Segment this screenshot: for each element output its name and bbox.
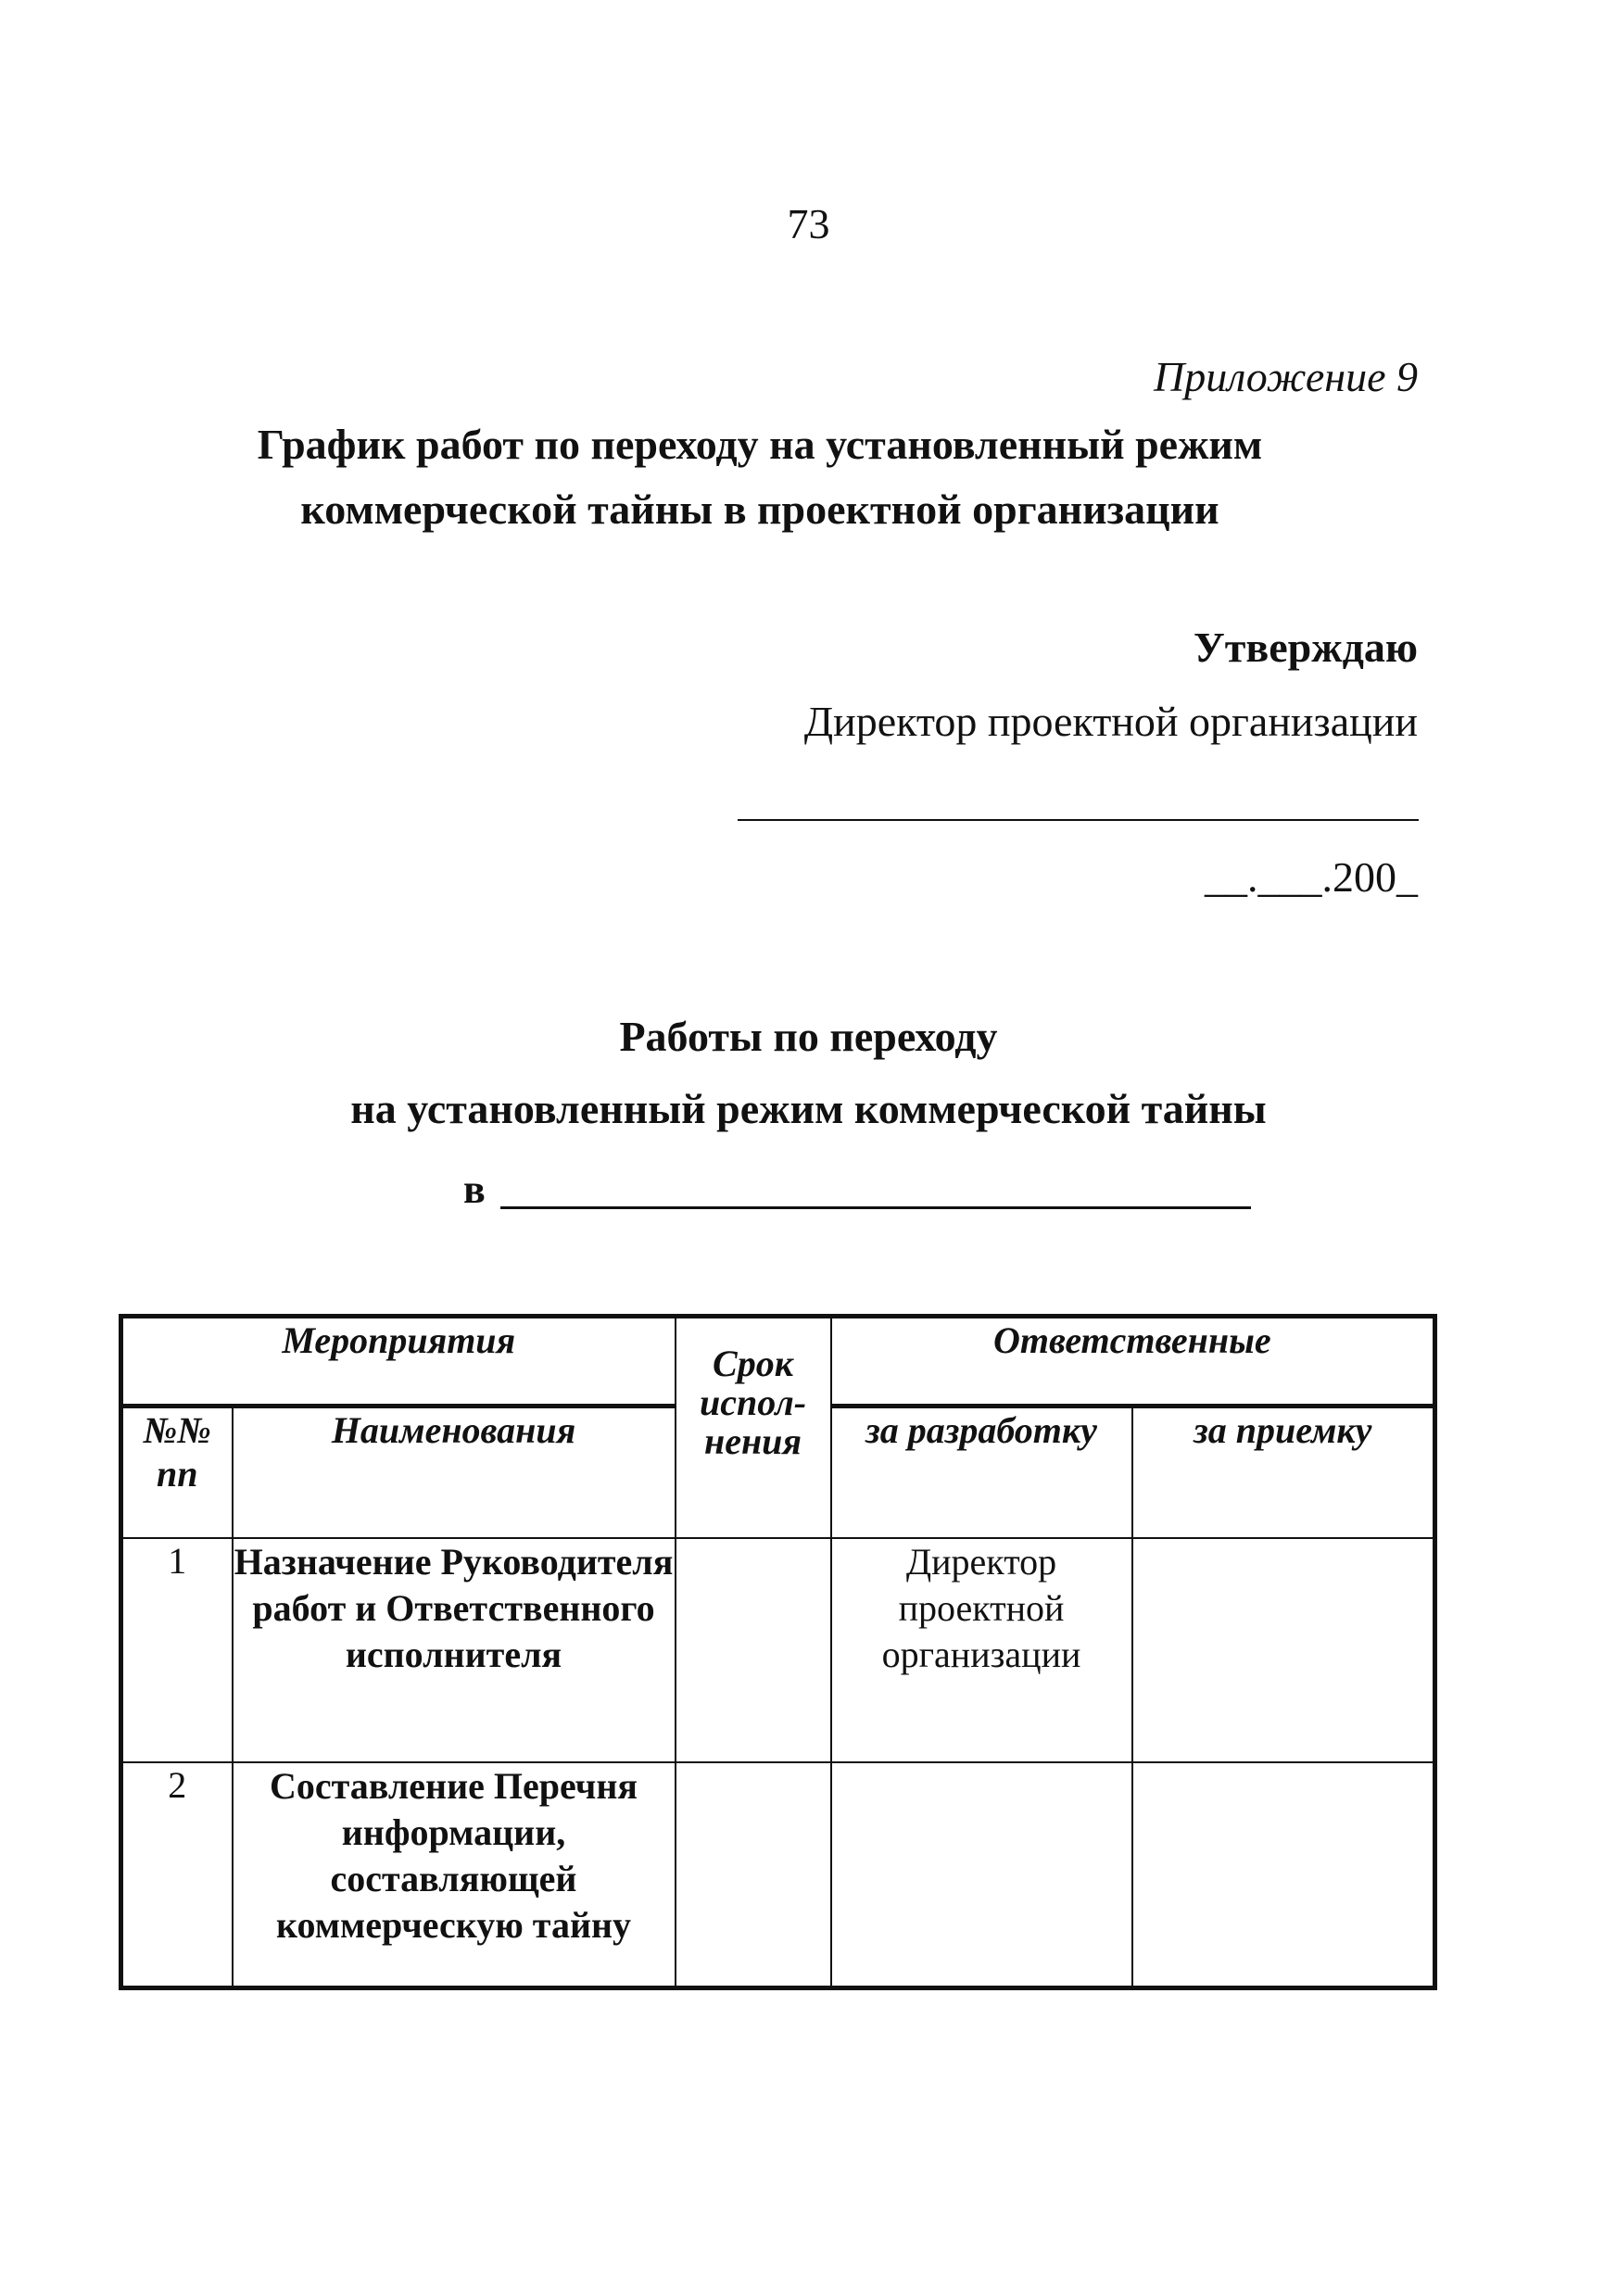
- header-for-acceptance: за приемку: [1132, 1407, 1435, 1538]
- row-for-development: [831, 1762, 1132, 1988]
- approver-position: Директор проектной организации: [803, 698, 1418, 745]
- header-for-development: за разработку: [831, 1407, 1132, 1538]
- table-row: [121, 1762, 1435, 1988]
- header-num: №№ пп: [121, 1407, 233, 1538]
- header-term: Срок испол- нения: [676, 1317, 831, 1538]
- row-for-acceptance: [1132, 1762, 1435, 1988]
- header-name: Наименования: [233, 1407, 676, 1538]
- row-name: Составление Перечня информации, составляющей коммерческую тайну: [233, 1762, 676, 1988]
- header-row-1: [121, 1317, 1435, 1407]
- row-for-development: Директор проектной организации: [831, 1538, 1132, 1762]
- row-num: 1: [121, 1538, 233, 1762]
- works-in-label: в: [463, 1167, 486, 1212]
- works-title-line-2: на установленный режим коммерческой тайны: [350, 1085, 1267, 1132]
- row-num: 2: [121, 1762, 233, 1988]
- organization-blank-line: [500, 1206, 1251, 1209]
- row-for-acceptance: [1132, 1538, 1435, 1762]
- approval-date: __.___.200_: [1205, 853, 1418, 901]
- document-title: График работ по переходу на установленный режим коммерческой тайны в проектной организации: [257, 421, 1263, 533]
- approval-label: Утверждаю: [1194, 624, 1418, 671]
- table-row: [121, 1538, 1435, 1762]
- works-title: [0, 1001, 1617, 1145]
- page-number: 73: [787, 200, 830, 247]
- schedule-table: [119, 1314, 1437, 1990]
- appendix-label: Приложение 9: [1153, 353, 1418, 400]
- header-activities: Мероприятия: [121, 1317, 676, 1407]
- works-title-line-1: Работы по переходу: [619, 1013, 998, 1060]
- row-term: [676, 1538, 831, 1762]
- row-term: [676, 1762, 831, 1988]
- row-name: Назначение Руководителя работ и Ответственного исполнителя: [233, 1538, 676, 1762]
- signature-line: [738, 819, 1419, 821]
- header-responsible: Ответственные: [831, 1317, 1435, 1407]
